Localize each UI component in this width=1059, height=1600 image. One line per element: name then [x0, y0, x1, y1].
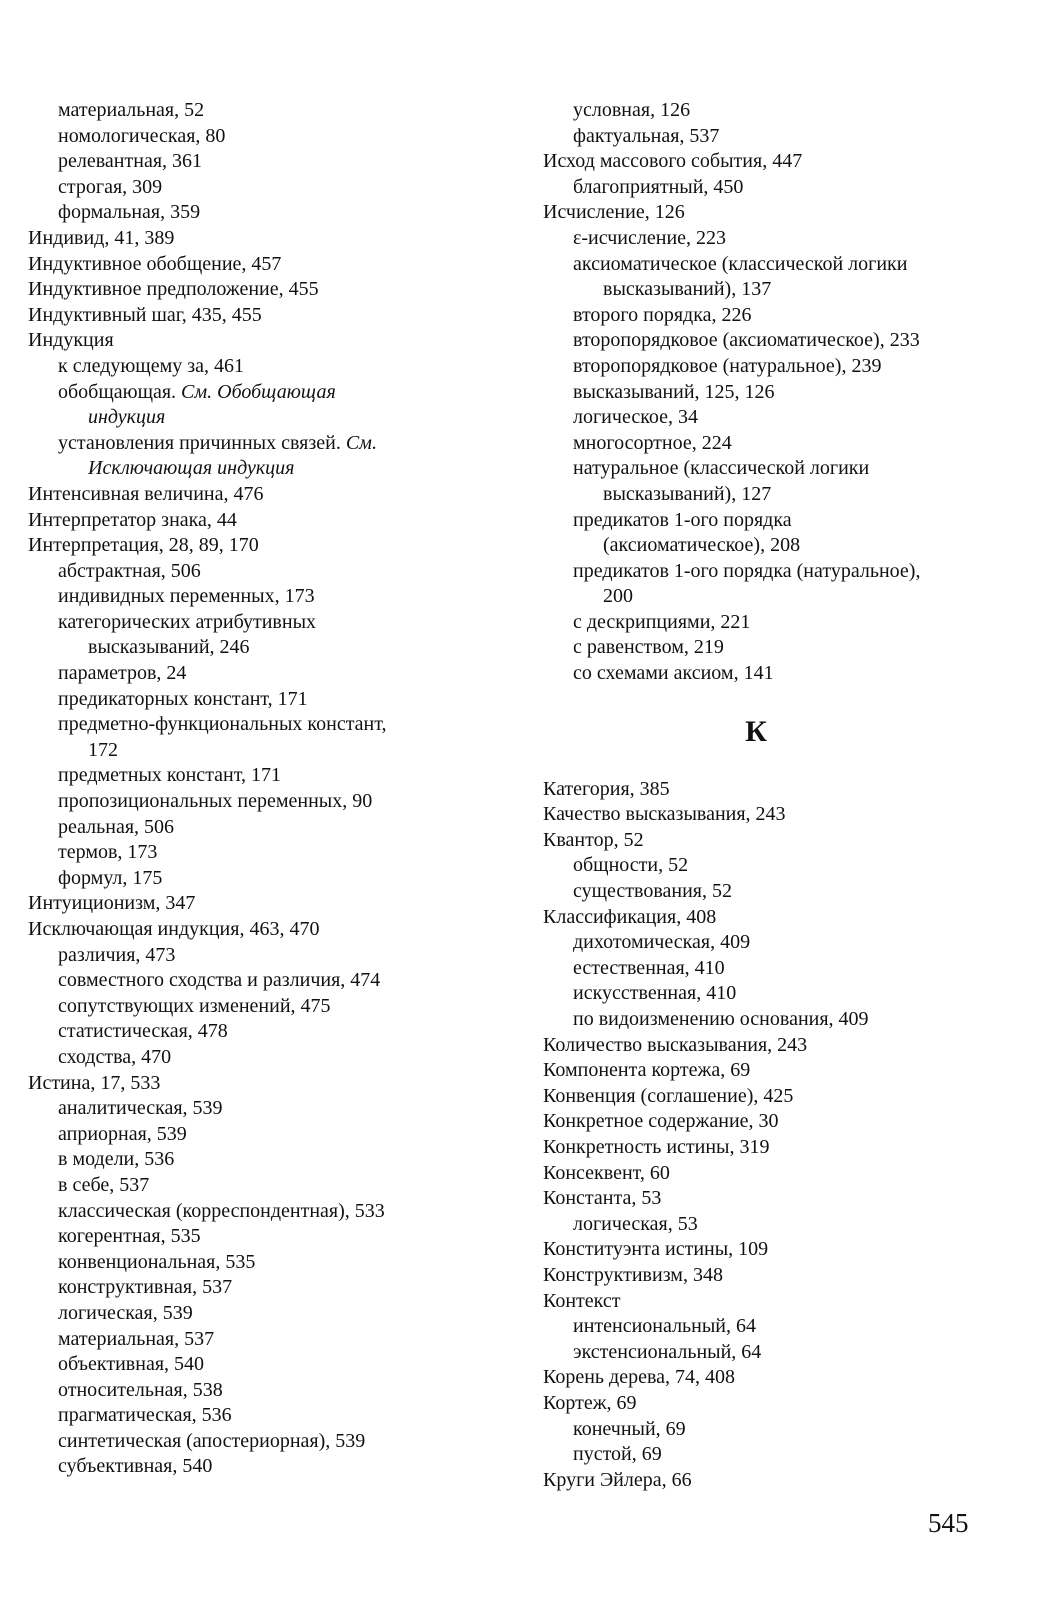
cross-reference: Исключающая индукция — [88, 457, 295, 480]
index-entry — [543, 200, 1013, 226]
entry-text: релевантная, 361 — [58, 150, 203, 173]
entry-text: Качество высказывания, 243 — [543, 803, 786, 826]
index-entry — [543, 1237, 1013, 1263]
cross-reference: См. Обобщающая — [181, 380, 336, 403]
entry-text: благоприятный, 450 — [573, 175, 744, 198]
entry-text: прагматическая, 536 — [58, 1404, 232, 1427]
index-entry — [28, 482, 498, 508]
index-entry — [543, 1084, 1013, 1110]
entry-text: обобщающая. — [58, 380, 177, 403]
entry-text: второпорядковое (натуральное), 239 — [573, 354, 882, 377]
cross-reference: индукция — [88, 406, 166, 429]
entry-text: Константа, 53 — [543, 1187, 662, 1210]
entry-text: Конвенция (соглашение), 425 — [543, 1084, 794, 1107]
index-entry — [543, 1058, 1013, 1084]
index-entry — [543, 584, 1013, 610]
entry-text: предикатов 1-ого порядка — [573, 508, 792, 531]
index-entry — [28, 1352, 498, 1378]
index-entry — [543, 328, 1013, 354]
entry-text: предметно-функциональных констант, — [58, 713, 387, 736]
index-entry — [28, 1173, 498, 1199]
index-entry — [543, 930, 1013, 956]
index-entry — [28, 277, 498, 303]
index-entry — [543, 482, 1013, 508]
index-entry — [543, 1186, 1013, 1212]
index-entry — [543, 1109, 1013, 1135]
index-entry — [28, 1250, 498, 1276]
entry-text: аналитическая, 539 — [58, 1097, 223, 1120]
index-entry — [543, 175, 1013, 201]
index-entry — [28, 917, 498, 943]
entry-text: Индивид, 41, 389 — [28, 226, 175, 249]
entry-text: априорная, 539 — [58, 1122, 187, 1145]
entry-text: (аксиоматическое), 208 — [603, 534, 801, 557]
index-entry — [543, 905, 1013, 931]
index-entry — [28, 891, 498, 917]
index-entry — [28, 1199, 498, 1225]
index-entry — [28, 226, 498, 252]
entry-text: высказываний, 246 — [88, 636, 250, 659]
entry-text: аксиоматическое (классической логики — [573, 252, 908, 275]
entry-text: Индуктивное обобщение, 457 — [28, 252, 282, 275]
entry-text: Индукция — [28, 329, 114, 352]
index-entry — [28, 98, 498, 124]
index-entry — [543, 981, 1013, 1007]
index-entry — [28, 1403, 498, 1429]
entry-text: второго порядка, 226 — [573, 303, 752, 326]
entry-text: Количество высказывания, 243 — [543, 1033, 808, 1056]
entry-text: Контекст — [543, 1289, 621, 1312]
index-entry — [28, 252, 498, 278]
index-entry — [543, 559, 1013, 585]
index-entry — [543, 1468, 1013, 1494]
entry-text: абстрактная, 506 — [58, 559, 201, 582]
entry-text: Интерпретация, 28, 89, 170 — [28, 534, 259, 557]
index-entry — [543, 98, 1013, 124]
index-entry — [543, 1263, 1013, 1289]
index-entry — [28, 1301, 498, 1327]
index-entry — [28, 124, 498, 150]
index-entry — [28, 175, 498, 201]
entry-text: Консеквент, 60 — [543, 1161, 670, 1184]
index-entry — [543, 956, 1013, 982]
index-entry — [543, 1391, 1013, 1417]
entry-text: высказываний), 137 — [603, 278, 772, 301]
entry-text: предикатов 1-ого порядка (натуральное), — [573, 559, 921, 582]
index-entry — [28, 943, 498, 969]
entry-text: объективная, 540 — [58, 1353, 205, 1376]
entry-text: логическая, 53 — [573, 1212, 698, 1235]
index-entry — [543, 277, 1013, 303]
index-entry — [28, 354, 498, 380]
entry-text: различия, 473 — [58, 943, 176, 966]
index-entry — [543, 1314, 1013, 1340]
entry-text: пустой, 69 — [573, 1443, 662, 1466]
index-entry — [28, 533, 498, 559]
entry-text: естественная, 410 — [573, 956, 725, 979]
index-entry — [543, 354, 1013, 380]
index-entry — [28, 1045, 498, 1071]
index-entry — [543, 226, 1013, 252]
index-entry — [543, 879, 1013, 905]
index-entry — [28, 661, 498, 687]
entry-text: второпорядковое (аксиоматическое), 233 — [573, 329, 920, 352]
index-entry — [28, 610, 498, 636]
index-entry — [28, 456, 498, 482]
entry-text: высказываний), 127 — [603, 482, 772, 505]
entry-text: Категория, 385 — [543, 777, 670, 800]
page-number: 545 — [928, 1508, 969, 1538]
index-entry — [28, 1122, 498, 1148]
index-entry — [28, 149, 498, 175]
entry-text: логическая, 539 — [58, 1301, 193, 1324]
entry-text: к следующему за, 461 — [58, 354, 245, 377]
entry-text: субъективная, 540 — [58, 1455, 213, 1478]
index-entry — [28, 584, 498, 610]
entry-text: Истина, 17, 533 — [28, 1071, 161, 1094]
entry-text: ε-исчисление, 223 — [573, 226, 727, 249]
index-entry — [543, 252, 1013, 278]
index-entry — [543, 508, 1013, 534]
entry-text: в модели, 536 — [58, 1148, 175, 1171]
index-entry — [28, 1071, 498, 1097]
index-entry — [28, 380, 498, 406]
index-entry — [28, 815, 498, 841]
entry-text: с равенством, 219 — [573, 636, 724, 659]
entry-text: Интуиционизм, 347 — [28, 892, 196, 915]
entry-text: Конкретное содержание, 30 — [543, 1110, 779, 1133]
entry-text: Индуктивное предположение, 455 — [28, 278, 319, 301]
entry-text: номологическая, 80 — [58, 124, 226, 147]
entry-text: искусственная, 410 — [573, 982, 737, 1005]
entry-text: строгая, 309 — [58, 175, 163, 198]
index-entry — [28, 994, 498, 1020]
entry-text: с дескрипциями, 221 — [573, 610, 751, 633]
index-entry — [543, 1365, 1013, 1391]
index-entry — [28, 303, 498, 329]
entry-text: конечный, 69 — [573, 1417, 686, 1440]
index-entry — [543, 1417, 1013, 1443]
entry-text: Конструктивизм, 348 — [543, 1263, 723, 1286]
entry-text: Круги Эйлера, 66 — [543, 1468, 692, 1491]
entry-text: 172 — [88, 738, 118, 761]
index-entry — [28, 1429, 498, 1455]
entry-text: Исход массового события, 447 — [543, 150, 803, 173]
entry-text: Исключающая индукция, 463, 470 — [28, 918, 320, 940]
entry-text: Классификация, 408 — [543, 905, 717, 928]
index-entry — [28, 687, 498, 713]
entry-text: пропозициональных переменных, 90 — [58, 790, 373, 813]
entry-text: формул, 175 — [58, 866, 163, 889]
entry-text: предикаторных констант, 171 — [58, 687, 308, 710]
index-entry — [543, 853, 1013, 879]
entry-text: дихотомическая, 409 — [573, 931, 751, 954]
index-entry — [28, 431, 498, 457]
entry-text: формальная, 359 — [58, 201, 201, 224]
entry-text: интенсиональный, 64 — [573, 1315, 757, 1338]
index-entry — [543, 1212, 1013, 1238]
entry-text: термов, 173 — [58, 841, 158, 864]
entry-text: Индуктивный шаг, 435, 455 — [28, 303, 262, 326]
index-entry — [28, 559, 498, 585]
index-entry — [543, 431, 1013, 457]
index-group-i-continued — [543, 98, 1013, 687]
index-entry — [28, 1147, 498, 1173]
index-entry — [543, 405, 1013, 431]
index-entry — [28, 1327, 498, 1353]
entry-text: синтетическая (апостериорная), 539 — [58, 1429, 366, 1452]
index-entry — [28, 789, 498, 815]
index-entry — [543, 303, 1013, 329]
index-entry — [28, 1019, 498, 1045]
entry-text: логическое, 34 — [573, 406, 699, 429]
index-entry — [543, 610, 1013, 636]
index-entry — [543, 777, 1013, 803]
index-entry — [28, 200, 498, 226]
index-entry — [543, 533, 1013, 559]
index-entry — [28, 840, 498, 866]
entry-text: предметных констант, 171 — [58, 764, 281, 787]
entry-text: сходства, 470 — [58, 1045, 172, 1068]
index-entry — [543, 1340, 1013, 1366]
entry-text: существования, 52 — [573, 880, 732, 903]
index-entry — [543, 1442, 1013, 1468]
index-entry — [543, 828, 1013, 854]
index-entry — [543, 380, 1013, 406]
index-entry — [28, 968, 498, 994]
entry-text: реальная, 506 — [58, 815, 175, 838]
index-entry — [28, 508, 498, 534]
entry-text: многосортное, 224 — [573, 431, 732, 454]
entry-text: Компонента кортежа, 69 — [543, 1059, 751, 1082]
entry-text: статистическая, 478 — [58, 1020, 228, 1043]
index-entry — [28, 1378, 498, 1404]
entry-text: Интерпретатор знака, 44 — [28, 508, 237, 531]
index-entry — [28, 1454, 498, 1480]
entry-text: материальная, 537 — [58, 1327, 215, 1350]
index-entry — [543, 1033, 1013, 1059]
entry-text: сопутствующих изменений, 475 — [58, 994, 331, 1017]
entry-text: установления причинных связей. — [58, 431, 341, 454]
index-entry — [28, 328, 498, 354]
entry-text: Конкретность истины, 319 — [543, 1135, 770, 1158]
index-entry — [543, 456, 1013, 482]
index-entry — [28, 738, 498, 764]
entry-text: 200 — [603, 585, 633, 608]
cross-reference: См. — [345, 431, 377, 454]
section-letter-heading: К — [745, 714, 767, 748]
index-entry — [28, 1096, 498, 1122]
index-entry — [543, 149, 1013, 175]
index-entry — [28, 405, 498, 431]
entry-text: классическая (корреспондентная), 533 — [58, 1199, 385, 1222]
entry-text: Корень дерева, 74, 408 — [543, 1366, 736, 1389]
entry-text: Квантор, 52 — [543, 828, 644, 851]
entry-text: конструктивная, 537 — [58, 1276, 233, 1299]
index-column-right — [543, 98, 1013, 1493]
entry-text: конвенциональная, 535 — [58, 1250, 256, 1273]
entry-text: когерентная, 535 — [58, 1225, 201, 1248]
entry-text: Интенсивная величина, 476 — [28, 482, 264, 505]
entry-text: в себе, 537 — [58, 1173, 150, 1196]
entry-text: условная, 126 — [573, 99, 691, 121]
entry-text: совместного сходства и различия, 474 — [58, 969, 381, 992]
entry-text: Кортеж, 69 — [543, 1391, 637, 1414]
index-entry — [543, 635, 1013, 661]
entry-text: Исчисление, 126 — [543, 201, 685, 224]
entry-text: по видоизменению основания, 409 — [573, 1008, 869, 1030]
entry-text: параметров, 24 — [58, 662, 187, 685]
index-group-k — [543, 777, 1013, 1494]
index-entry — [543, 1135, 1013, 1161]
index-entry — [28, 712, 498, 738]
entry-text: общности, 52 — [573, 854, 689, 877]
index-entry — [543, 661, 1013, 687]
index-entry — [543, 802, 1013, 828]
entry-text: Конституэнта истины, 109 — [543, 1238, 769, 1261]
entry-text: материальная, 52 — [58, 99, 205, 121]
index-entry — [543, 1161, 1013, 1187]
entry-text: индивидных переменных, 173 — [58, 585, 315, 608]
index-entry — [28, 866, 498, 892]
entry-text: натуральное (классической логики — [573, 457, 870, 480]
index-entry — [543, 1289, 1013, 1315]
entry-text: фактуальная, 537 — [573, 124, 720, 147]
entry-text: со схемами аксиом, 141 — [573, 662, 774, 685]
index-entry — [28, 763, 498, 789]
index-entry — [28, 635, 498, 661]
entry-text: относительная, 538 — [58, 1378, 223, 1401]
index-entry — [543, 1007, 1013, 1033]
index-entry — [28, 1224, 498, 1250]
entry-text: экстенсиональный, 64 — [573, 1340, 762, 1363]
index-column-left — [28, 98, 498, 1480]
entry-text: высказываний, 125, 126 — [573, 380, 775, 403]
index-entry — [28, 1275, 498, 1301]
index-entry — [543, 124, 1013, 150]
entry-text: категорических атрибутивных — [58, 610, 317, 633]
